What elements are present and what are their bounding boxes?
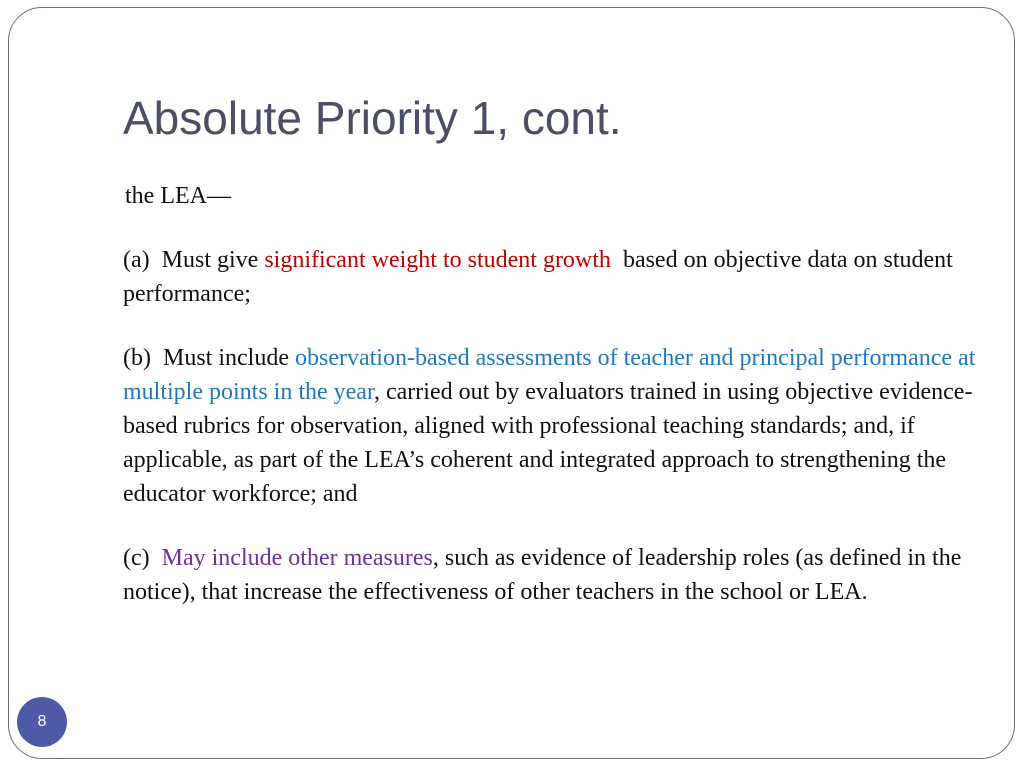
item-a-label: (a) Must give: [123, 247, 265, 273]
item-b: [123, 341, 983, 511]
item-a-text: based on objective data on student performance;: [123, 247, 953, 307]
item-b-text: , carried out by evaluators trained in using objective evidence-based rubrics for observation, aligned with professional teaching standards; and, if applicable, as part of the LEA’s coherent and integrated approach to strengthening the educator workforce; and: [123, 379, 973, 507]
item-a: [123, 243, 983, 311]
slide-frame: [8, 7, 1015, 759]
page-number-badge: 8: [17, 697, 67, 747]
intro-text: the LEA—: [125, 183, 231, 209]
item-a-highlight: significant weight to student growth: [264, 247, 611, 273]
item-b-highlight: observation-based assessments of teacher and principal performance at multiple points in the year: [123, 345, 976, 405]
item-c-highlight: May include other measures: [161, 545, 433, 571]
slide-title: Absolute Priority 1, cont.: [123, 92, 622, 144]
item-b-label: (b) Must include: [123, 345, 295, 371]
slide-body: [123, 179, 983, 609]
item-c-label: (c): [123, 545, 162, 571]
item-c-text: , such as evidence of leadership roles (as defined in the notice), that increase the effectiveness of other teachers in the school or LEA.: [123, 545, 962, 605]
item-c: [123, 541, 983, 609]
